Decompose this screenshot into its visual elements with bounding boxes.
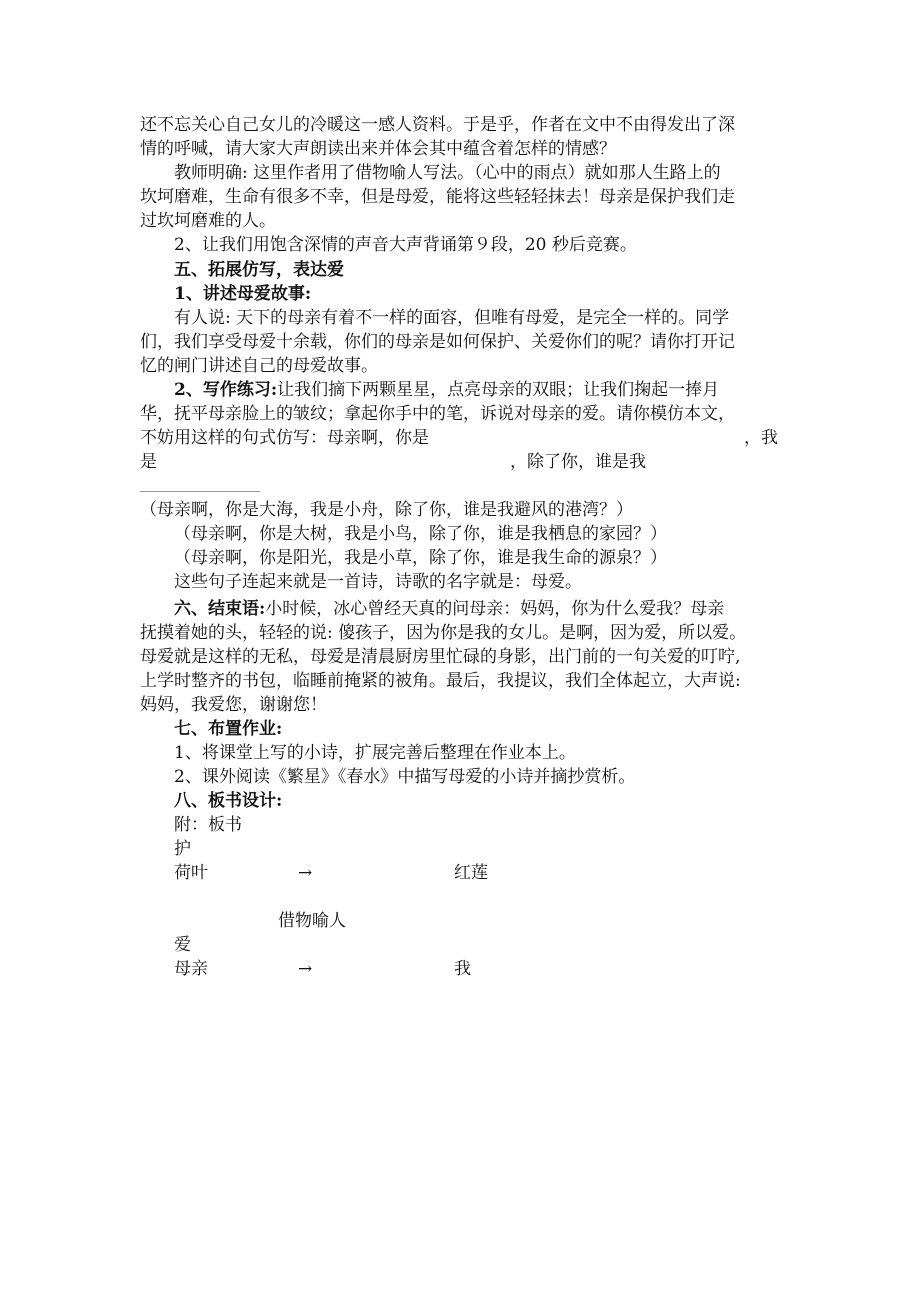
example-3: （母亲啊，你是阳光，我是小草，除了你，谁是我生命的源泉？） [174, 548, 667, 568]
section-7-heading: 七、布置作业: [174, 719, 283, 739]
conclusion-text-1: 小时候，冰心曾经天真的问母亲：妈妈，你为什么爱我？母亲 [265, 599, 725, 619]
para-a-line-2: 情的呼喊，请大家大声朗读出来并体会其中蕴含着怎样的情感？ [140, 139, 616, 159]
writing-practice-text-1: 让我们摘下两颗星星，点亮母亲的双眼；让我们掬起一捧月 [277, 380, 720, 400]
board-protect: 护 [174, 839, 191, 859]
writing-practice-label: 2、写作练习: [174, 380, 278, 400]
conclusion-line-1 [174, 597, 724, 621]
board-mother: 母亲 [174, 959, 208, 979]
board-lotus-leaf: 荷叶 [174, 863, 208, 883]
board-red-lotus: 红莲 [454, 863, 488, 883]
para-b-line-1: 教师明确: 这里作者用了借物喻人写法。（心中的雨点）就如那人生路上的 [174, 163, 721, 183]
board-me: 我 [454, 959, 471, 979]
writing-practice-line-4b: ，除了你，谁是我 [510, 452, 646, 472]
section-5-sub1: 1、讲述母爱故事: [174, 284, 312, 304]
writing-practice-line-4a: 是 [140, 452, 157, 472]
conclusion-line-4: 上学时整齐的书包，临睡前掩紧的被角。最后，我提议，我们全体起立，大声说: [140, 671, 741, 691]
conclusion-label: 六、结束语: [174, 599, 266, 619]
story-line-3: 忆的闸门讲述自己的母爱故事。 [140, 356, 378, 376]
homework-item-1: 1、将课堂上写的小诗，扩展完善后整理在作业本上。 [174, 743, 576, 763]
para-a-line-1: 还不忘关心自己女儿的冷暖这一感人资料。于是乎，作者在文中不由得发出了深 [140, 115, 735, 135]
conclusion-line-5: 妈妈，我爱您，谢谢您！ [140, 695, 327, 715]
para-b-line-3: 过坎坷磨难的人。 [140, 211, 276, 231]
story-line-1: 有人说: 天下的母亲有着不一样的面容，但唯有母爱，是完全一样的。同学 [174, 308, 730, 328]
board-arrow-2-icon: → [298, 959, 313, 979]
footnote-divider [140, 491, 260, 492]
para-b-line-2: 坎坷磨难，生命有很多不幸，但是母爱，能将这些轻轻抹去！母亲是保护我们走 [140, 187, 735, 207]
conclusion-line-2: 抚摸着她的头，轻轻的说: 傻孩子，因为你是我的女儿。是啊，因为爱，所以爱。 [140, 623, 747, 643]
section-8-heading: 八、板书设计: [174, 791, 283, 811]
story-line-2: 们，我们享受母爱十余载，你们的母亲是如何保护、关爱你们的呢？请你打开记 [140, 332, 735, 352]
board-method: 借物喻人 [278, 911, 346, 931]
para-c: 2、让我们用饱含深情的声音大声背诵第９段，20 秒后竞赛。 [174, 235, 637, 255]
writing-practice-line-2: 华，抚平母亲脸上的皱纹；拿起你手中的笔，诉说对母亲的爱。请你模仿本文， [140, 404, 735, 424]
board-attach-label: 附：板书 [174, 815, 242, 835]
conclusion-line-3: 母爱就是这样的无私，母爱是清晨厨房里忙碌的身影，出门前的一句关爱的叮咛, [140, 647, 741, 667]
homework-item-2: 2、课外阅读《繁星》《春水》中描写母爱的小诗并摘抄赏析。 [174, 767, 636, 787]
section-5-heading: 五、拓展仿写，表达爱 [174, 260, 344, 280]
board-love: 爱 [174, 935, 191, 955]
example-2: （母亲啊，你是大树，我是小鸟，除了你，谁是我栖息的家园？） [174, 524, 667, 544]
writing-practice-line-3b: ，我 [744, 428, 778, 448]
writing-practice-line-3a: 不妨用这样的句式仿写：母亲啊，你是 [140, 428, 429, 448]
board-arrow-1-icon: → [298, 863, 313, 883]
example-summary: 这些句子连起来就是一首诗，诗歌的名字就是：母爱。 [174, 572, 582, 592]
example-1: （母亲啊，你是大海，我是小舟，除了你，谁是我避风的港湾？） [140, 500, 633, 520]
writing-practice-line-1 [174, 378, 719, 402]
